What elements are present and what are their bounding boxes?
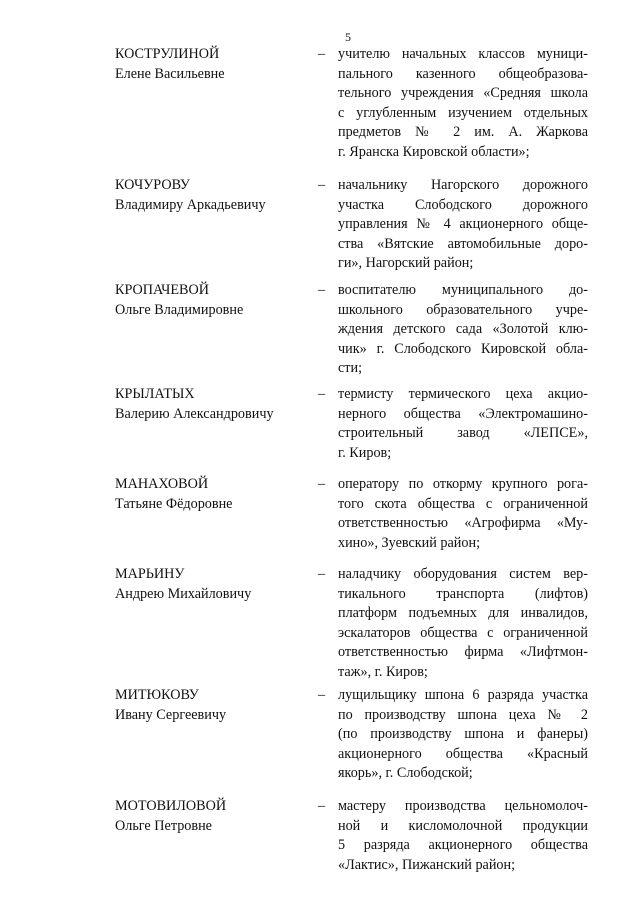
recipient-given-names: Андрею Михайловичу	[115, 585, 252, 602]
entry-dash: –	[318, 566, 326, 582]
description-line: пального казенного общеобразова-	[338, 65, 588, 82]
description-line: предметов № 2 им. А. Жаркова	[338, 124, 588, 140]
description-line: чик» г. Слободского Кировской обла-	[338, 340, 588, 357]
description-line: ответственностью «Агрофирма «Му-	[338, 515, 588, 531]
description-line: учителю начальных классов муници-	[338, 46, 588, 62]
description-line: якорь», г. Слободской;	[338, 765, 473, 781]
recipient-given-names: Ольге Владимировне	[115, 301, 244, 318]
recipient-surname: КРОПАЧЕВОЙ	[115, 282, 209, 298]
recipient-surname: КОСТРУЛИНОЙ	[115, 46, 220, 62]
description-line: ги», Нагорский район;	[338, 255, 474, 271]
recipient-name	[115, 385, 305, 424]
description-line: управления № 4 акционерного обще-	[338, 216, 588, 232]
recipient-position-description	[338, 385, 588, 463]
recipient-name	[115, 176, 305, 215]
description-line: участка Слободского дорожного	[338, 196, 588, 213]
recipient-name	[115, 565, 305, 604]
recipient-name	[115, 475, 305, 514]
description-line: ной и кисломолочной продукции	[338, 817, 588, 834]
entry-dash: –	[318, 386, 326, 402]
recipient-name	[115, 281, 305, 320]
recipient-name	[115, 686, 305, 725]
description-line: таж», г. Киров;	[338, 663, 428, 680]
description-line: сти;	[338, 360, 363, 376]
description-line: ответственностью фирма «Лифтмон-	[338, 644, 588, 660]
recipient-surname: МИТЮКОВУ	[115, 687, 199, 703]
description-line: воспитателю муниципального до-	[338, 282, 588, 298]
description-line: ждения детского сада «Золотой клю-	[338, 321, 588, 337]
description-line: г. Киров;	[338, 444, 392, 461]
recipient-given-names: Ольге Петровне	[115, 817, 212, 834]
recipient-surname: КРЫЛАТЫХ	[115, 386, 195, 402]
recipient-given-names: Елене Васильевне	[115, 65, 225, 82]
description-line: тикального транспорта (лифтов)	[338, 585, 588, 602]
recipient-position-description	[338, 45, 588, 162]
description-line: мастеру производства цельномолоч-	[338, 798, 588, 814]
recipient-position-description	[338, 176, 588, 274]
recipient-given-names: Владимиру Аркадьевичу	[115, 196, 266, 213]
recipient-surname: МАНАХОВОЙ	[115, 476, 209, 492]
recipient-position-description	[338, 686, 588, 784]
entry-dash: –	[318, 46, 326, 62]
recipient-position-description	[338, 475, 588, 553]
entry-dash: –	[318, 282, 326, 298]
description-line: школьного образовательного учре-	[338, 301, 588, 318]
entry-dash: –	[318, 798, 326, 814]
description-line: ства «Вятские автомобильные доро-	[338, 235, 588, 252]
description-line: строительный завод «ЛЕПСЕ»,	[338, 425, 588, 441]
description-line: акционерного общества «Красный	[338, 745, 588, 762]
description-line: (по производству шпона и фанеры)	[338, 726, 588, 742]
description-line: тельного учреждения «Средняя школа	[338, 85, 588, 101]
description-line: г. Яранска Кировской области»;	[338, 143, 530, 160]
recipient-given-names: Валерию Александровичу	[115, 405, 274, 422]
description-line: платформ подъемных для инвалидов,	[338, 605, 588, 621]
description-line: нерного общества «Электромашино-	[338, 405, 588, 422]
description-line: с углубленным изучением отдельных	[338, 104, 588, 121]
entry-dash: –	[318, 476, 326, 492]
entry-dash: –	[318, 687, 326, 703]
page-number: 5	[345, 30, 351, 44]
recipient-name	[115, 797, 305, 836]
description-line: оператору по откорму крупного рога-	[338, 476, 588, 492]
description-line: термисту термического цеха акцио-	[338, 386, 588, 402]
description-line: по производству шпона цеха № 2	[338, 706, 588, 723]
recipient-surname: МАРЬИНУ	[115, 566, 185, 582]
recipient-surname: КОЧУРОВУ	[115, 177, 190, 193]
recipient-position-description	[338, 281, 588, 379]
description-line: 5 разряда акционерного общества	[338, 837, 588, 853]
description-line: начальнику Нагорского дорожного	[338, 177, 588, 193]
description-line: лущильщику шпона 6 разряда участка	[338, 687, 588, 703]
entry-dash: –	[318, 177, 326, 193]
description-line: эскалаторов общества с ограниченной	[338, 624, 588, 641]
recipient-position-description	[338, 565, 588, 682]
description-line: того скота общества с ограниченной	[338, 495, 588, 512]
recipient-surname: МОТОВИЛОВОЙ	[115, 798, 227, 814]
recipient-position-description	[338, 797, 588, 875]
description-line: «Лактис», Пижанский район;	[338, 856, 516, 873]
description-line: наладчику оборудования систем вер-	[338, 566, 588, 582]
recipient-given-names: Татьяне Фёдоровне	[115, 495, 233, 512]
recipient-name	[115, 45, 305, 84]
description-line: хино», Зуевский район;	[338, 534, 481, 551]
recipient-given-names: Ивану Сергеевичу	[115, 706, 227, 723]
